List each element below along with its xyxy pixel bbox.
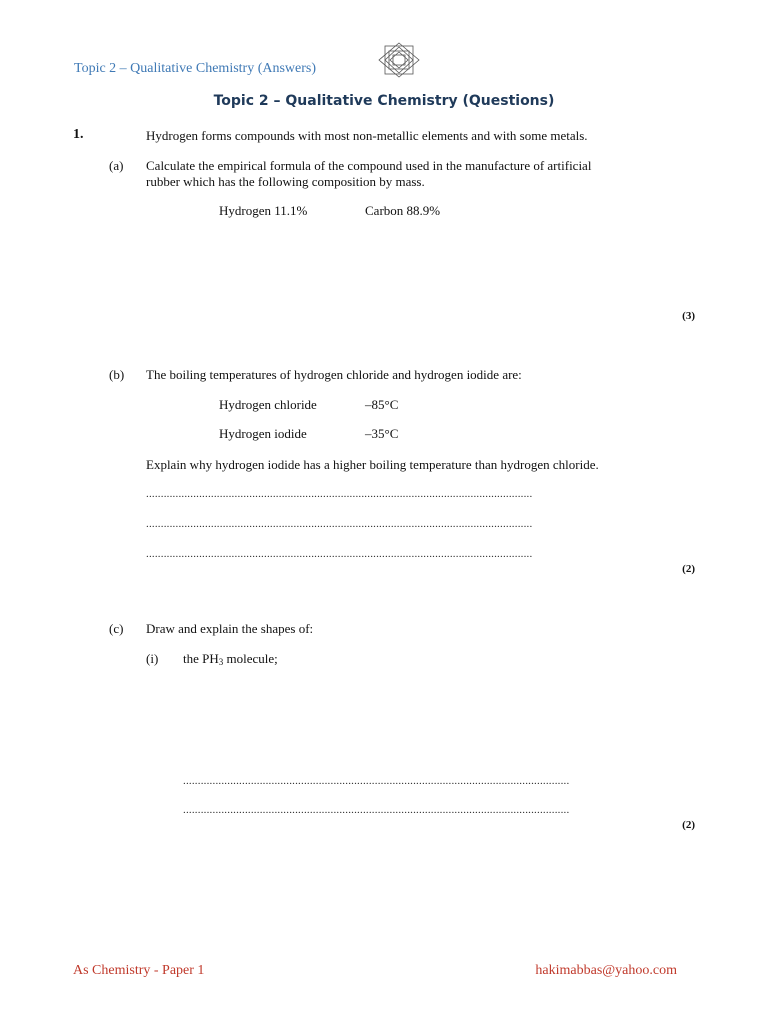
part-c-i-text: [183, 651, 278, 667]
ph3-suffix: molecule;: [223, 651, 278, 666]
part-c-text: Draw and explain the shapes of:: [146, 621, 314, 636]
answer-line[interactable]: ...................................................................................................................................: [183, 804, 570, 816]
hcl-boiling-temp: –85°C: [365, 397, 399, 412]
part-a-text-line1: Calculate the empirical formula of the compound used in the manufacture of artificial: [146, 158, 592, 173]
hi-boiling-temp: –35°C: [365, 426, 399, 441]
page-title: Topic 2 – Qualitative Chemistry (Questions): [213, 93, 555, 109]
footer-email[interactable]: hakimabbas@yahoo.com: [535, 963, 677, 978]
part-c-i-marks: (2): [682, 819, 695, 831]
ph3-prefix: the PH: [183, 651, 219, 666]
answer-line[interactable]: ...................................................................................................................................: [146, 548, 533, 560]
carbon-composition: Carbon 88.9%: [365, 203, 441, 218]
answer-line[interactable]: ...................................................................................................................................: [146, 518, 533, 530]
question-number: 1.: [73, 127, 84, 142]
part-c-i-label: (i): [146, 651, 159, 666]
question-intro: Hydrogen forms compounds with most non-metallic elements and with some metals.: [146, 128, 588, 143]
part-a-label: (a): [109, 158, 124, 173]
part-b-text: The boiling temperatures of hydrogen chloride and hydrogen iodide are:: [146, 367, 522, 382]
header-title: Topic 2 – Qualitative Chemistry (Answers): [74, 61, 317, 76]
part-b-label: (b): [109, 367, 125, 382]
part-a-marks: (3): [682, 310, 695, 322]
hydrogen-composition: Hydrogen 11.1%: [219, 203, 308, 218]
part-b-explain: Explain why hydrogen iodide has a higher boiling temperature than hydrogen chloride.: [146, 457, 599, 472]
part-a-text-line2: rubber which has the following composition by mass.: [146, 174, 425, 189]
answer-line[interactable]: ...................................................................................................................................: [146, 488, 533, 500]
hi-name: Hydrogen iodide: [219, 426, 307, 441]
part-c-label: (c): [109, 621, 124, 636]
footer-course: As Chemistry - Paper 1: [73, 963, 205, 978]
hcl-name: Hydrogen chloride: [219, 397, 317, 412]
answer-line[interactable]: ...................................................................................................................................: [183, 775, 570, 787]
part-b-marks: (2): [682, 563, 695, 575]
ph3-subscript: 3: [218, 657, 224, 667]
geometric-star-logo-icon: [378, 42, 420, 78]
